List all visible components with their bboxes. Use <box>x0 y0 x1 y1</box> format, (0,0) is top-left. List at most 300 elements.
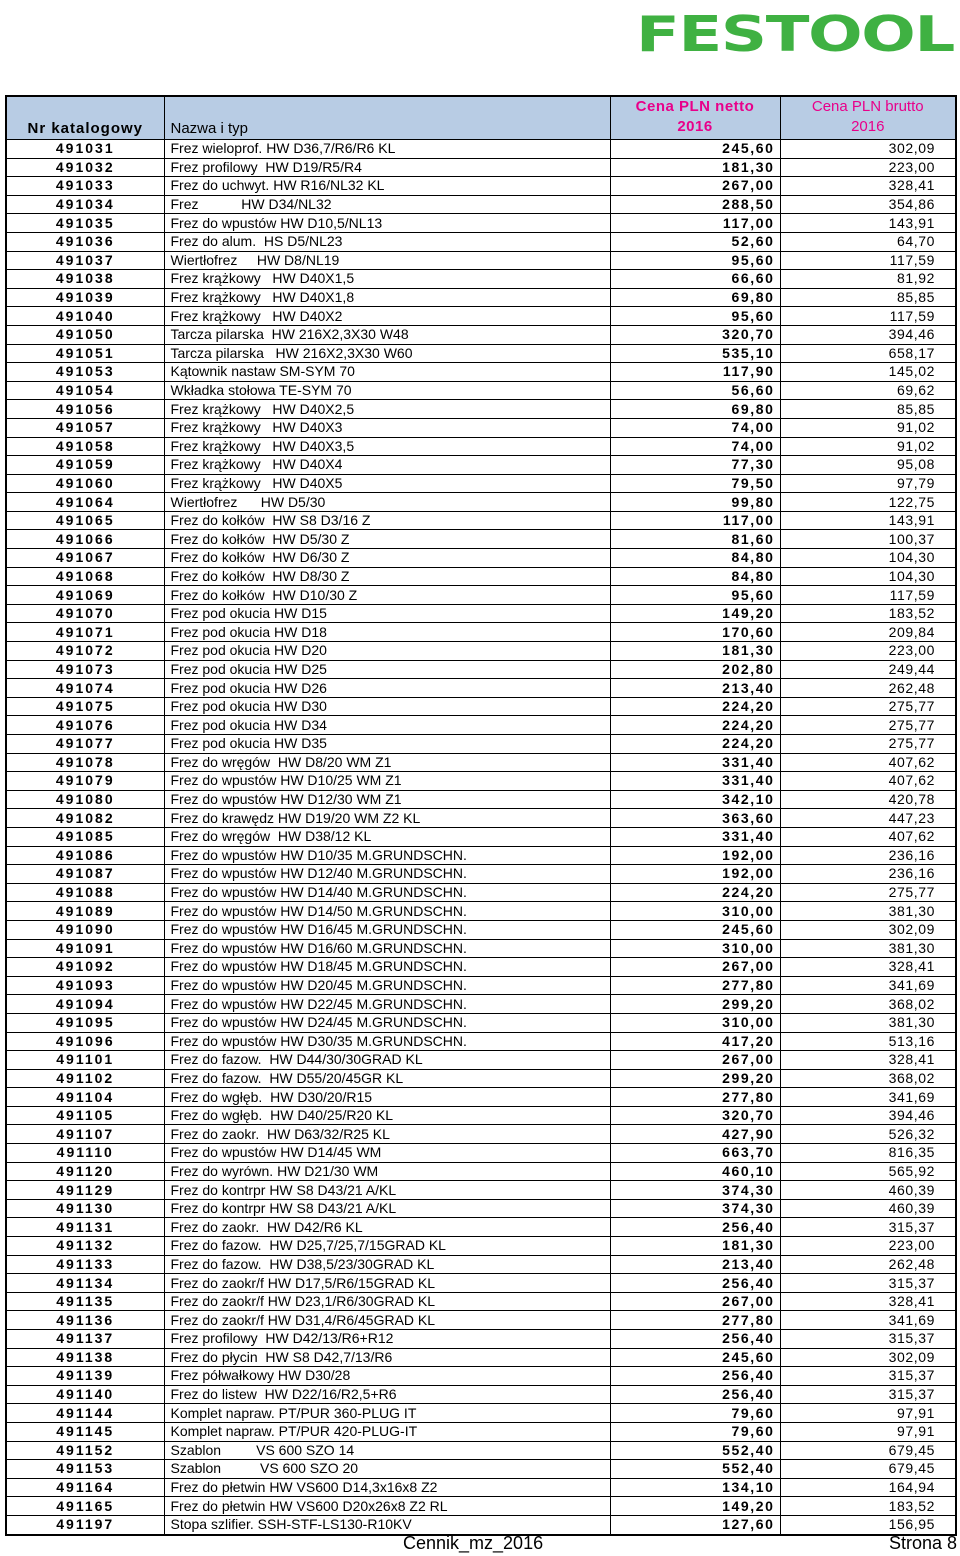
price-gross-cell: 236,16 <box>780 865 956 884</box>
catalog-number-cell: 491101 <box>6 1051 164 1070</box>
product-name-cell: Komplet napraw. PT/PUR 360-PLUG IT <box>164 1404 610 1423</box>
product-name-cell: Frez do kołków HW D6/30 Z <box>164 549 610 568</box>
table-row <box>6 567 956 586</box>
price-net-cell: 320,70 <box>610 1106 780 1125</box>
price-gross-cell: 315,37 <box>780 1218 956 1237</box>
table-row <box>6 288 956 307</box>
table-header-row <box>6 96 956 140</box>
table-row <box>6 976 956 995</box>
price-net-cell: 79,50 <box>610 474 780 493</box>
table-row <box>6 902 956 921</box>
product-name-cell: Frez HW D34/NL32 <box>164 195 610 214</box>
product-name-cell: Frez do uchwyt. HW R16/NL32 KL <box>164 177 610 196</box>
catalog-number-cell: 491138 <box>6 1348 164 1367</box>
product-name-cell: Frez do zaokr. HW D63/32/R25 KL <box>164 1125 610 1144</box>
catalog-number-cell: 491091 <box>6 939 164 958</box>
price-gross-cell: 223,00 <box>780 1237 956 1256</box>
price-net-cell: 267,00 <box>610 177 780 196</box>
price-net-cell: 170,60 <box>610 623 780 642</box>
price-gross-cell: 679,45 <box>780 1441 956 1460</box>
festool-logo <box>636 10 956 54</box>
product-name-cell: Frez do zaokr. HW D42/R6 KL <box>164 1218 610 1237</box>
product-name-cell: Frez krążkowy HW D40X2,5 <box>164 400 610 419</box>
product-name-cell: Frez pod okucia HW D25 <box>164 660 610 679</box>
catalog-number-cell: 491057 <box>6 418 164 437</box>
catalog-number-cell: 491040 <box>6 307 164 326</box>
product-name-cell: Frez do płetwin HW VS600 D14,3x16x8 Z2 <box>164 1478 610 1497</box>
product-name-cell: Frez do zaokr/f HW D23,1/R6/30GRAD KL <box>164 1292 610 1311</box>
price-gross-cell: 658,17 <box>780 344 956 363</box>
product-name-cell: Frez do wpustów HW D12/40 M.GRUNDSCHN. <box>164 865 610 884</box>
catalog-number-cell: 491104 <box>6 1088 164 1107</box>
price-net-cell: 224,20 <box>610 883 780 902</box>
price-gross-cell: 145,02 <box>780 363 956 382</box>
table-row <box>6 1274 956 1293</box>
catalog-number-cell: 491038 <box>6 270 164 289</box>
product-name-cell: Frez do wpustów HW D14/50 M.GRUNDSCHN. <box>164 902 610 921</box>
price-net-cell: 288,50 <box>610 195 780 214</box>
catalog-number-cell: 491067 <box>6 549 164 568</box>
price-gross-cell: 315,37 <box>780 1330 956 1349</box>
table-row <box>6 1199 956 1218</box>
price-gross-cell: 143,91 <box>780 511 956 530</box>
catalog-number-cell: 491077 <box>6 735 164 754</box>
price-net-cell: 374,30 <box>610 1199 780 1218</box>
product-name-cell: Frez pod okucia HW D20 <box>164 642 610 661</box>
price-net-cell: 77,30 <box>610 456 780 475</box>
table-row <box>6 1292 956 1311</box>
price-net-cell: 299,20 <box>610 1069 780 1088</box>
price-net-cell: 117,00 <box>610 511 780 530</box>
header-name-type: Nazwa i typ <box>164 96 610 140</box>
catalog-number-cell: 491075 <box>6 697 164 716</box>
price-net-cell: 277,80 <box>610 1088 780 1107</box>
price-net-cell: 245,60 <box>610 920 780 939</box>
table-row <box>6 418 956 437</box>
table-row <box>6 140 956 159</box>
price-net-cell: 149,20 <box>610 1497 780 1516</box>
table-row <box>6 1125 956 1144</box>
catalog-number-cell: 491144 <box>6 1404 164 1423</box>
catalog-number-cell: 491074 <box>6 679 164 698</box>
price-gross-cell: 679,45 <box>780 1460 956 1479</box>
product-name-cell: Frez do wgłęb. HW D40/25/R20 KL <box>164 1106 610 1125</box>
table-row <box>6 1497 956 1516</box>
catalog-number-cell: 491120 <box>6 1162 164 1181</box>
price-gross-cell: 315,37 <box>780 1274 956 1293</box>
product-name-cell: Frez do kontrpr HW S8 D43/21 A/KL <box>164 1199 610 1218</box>
catalog-number-cell: 491145 <box>6 1422 164 1441</box>
catalog-number-cell: 491071 <box>6 623 164 642</box>
catalog-number-cell: 491131 <box>6 1218 164 1237</box>
price-net-cell: 66,60 <box>610 270 780 289</box>
table-row <box>6 1441 956 1460</box>
product-name-cell: Frez do wpustów HW D12/30 WM Z1 <box>164 790 610 809</box>
table-row <box>6 437 956 456</box>
price-gross-cell: 315,37 <box>780 1367 956 1386</box>
price-net-cell: 74,00 <box>610 418 780 437</box>
price-net-cell: 117,90 <box>610 363 780 382</box>
price-net-cell: 95,60 <box>610 251 780 270</box>
price-gross-cell: 183,52 <box>780 604 956 623</box>
table-row <box>6 958 956 977</box>
price-gross-cell: 183,52 <box>780 1497 956 1516</box>
table-row <box>6 251 956 270</box>
catalog-number-cell: 491085 <box>6 827 164 846</box>
catalog-number-cell: 491096 <box>6 1032 164 1051</box>
price-net-cell: 213,40 <box>610 1255 780 1274</box>
product-name-cell: Frez do listew HW D22/16/R2,5+R6 <box>164 1385 610 1404</box>
product-name-cell: Frez krążkowy HW D40X4 <box>164 456 610 475</box>
price-gross-cell: 156,95 <box>780 1515 956 1534</box>
catalog-number-cell: 491035 <box>6 214 164 233</box>
product-name-cell: Frez do wręgów HW D8/20 WM Z1 <box>164 753 610 772</box>
product-name-cell: Frez pod okucia HW D18 <box>164 623 610 642</box>
catalog-number-cell: 491095 <box>6 1013 164 1032</box>
price-gross-cell: 275,77 <box>780 716 956 735</box>
price-net-cell: 74,00 <box>610 437 780 456</box>
catalog-number-cell: 491073 <box>6 660 164 679</box>
price-net-cell: 256,40 <box>610 1274 780 1293</box>
table-row <box>6 325 956 344</box>
table-row <box>6 1311 956 1330</box>
product-name-cell: Frez do kołków HW D5/30 Z <box>164 530 610 549</box>
price-gross-cell: 223,00 <box>780 642 956 661</box>
festool-logo-text: FESTOOL <box>636 10 954 54</box>
product-name-cell: Frez do płetwin HW VS600 D20x26x8 Z2 RL <box>164 1497 610 1516</box>
price-net-cell: 181,30 <box>610 158 780 177</box>
price-net-cell: 56,60 <box>610 381 780 400</box>
price-gross-cell: 816,35 <box>780 1144 956 1163</box>
price-net-cell: 267,00 <box>610 958 780 977</box>
price-gross-cell: 341,69 <box>780 1311 956 1330</box>
price-gross-cell: 275,77 <box>780 883 956 902</box>
catalog-number-cell: 491036 <box>6 232 164 251</box>
product-name-cell: Frez pod okucia HW D26 <box>164 679 610 698</box>
table-row <box>6 883 956 902</box>
price-net-cell: 192,00 <box>610 846 780 865</box>
table-row <box>6 1106 956 1125</box>
table-row <box>6 753 956 772</box>
price-gross-cell: 117,59 <box>780 251 956 270</box>
table-row <box>6 1367 956 1386</box>
catalog-number-cell: 491090 <box>6 920 164 939</box>
product-name-cell: Frez do wpustów HW D18/45 M.GRUNDSCHN. <box>164 958 610 977</box>
product-name-cell: Frez do fazow. HW D25,7/25,7/15GRAD KL <box>164 1237 610 1256</box>
price-net-cell: 320,70 <box>610 325 780 344</box>
table-row <box>6 995 956 1014</box>
price-net-cell: 192,00 <box>610 865 780 884</box>
price-gross-cell: 97,79 <box>780 474 956 493</box>
festool-logo-graphic <box>636 10 956 54</box>
product-name-cell: Frez do alum. HS D5/NL23 <box>164 232 610 251</box>
product-name-cell: Frez krążkowy HW D40X3 <box>164 418 610 437</box>
catalog-number-cell: 491129 <box>6 1181 164 1200</box>
price-net-cell: 310,00 <box>610 1013 780 1032</box>
price-gross-cell: 328,41 <box>780 958 956 977</box>
catalog-number-cell: 491130 <box>6 1199 164 1218</box>
price-net-cell: 267,00 <box>610 1292 780 1311</box>
catalog-number-cell: 491164 <box>6 1478 164 1497</box>
price-gross-cell: 328,41 <box>780 1292 956 1311</box>
price-net-cell: 310,00 <box>610 939 780 958</box>
price-gross-cell: 104,30 <box>780 549 956 568</box>
catalog-number-cell: 491053 <box>6 363 164 382</box>
table-row <box>6 827 956 846</box>
product-name-cell: Frez do wgłęb. HW D30/20/R15 <box>164 1088 610 1107</box>
price-net-cell: 331,40 <box>610 827 780 846</box>
table-row <box>6 177 956 196</box>
price-net-cell: 342,10 <box>610 790 780 809</box>
table-row <box>6 586 956 605</box>
table-row <box>6 790 956 809</box>
catalog-number-cell: 491064 <box>6 493 164 512</box>
table-row <box>6 1404 956 1423</box>
price-gross-cell: 513,16 <box>780 1032 956 1051</box>
table-body <box>6 140 956 1535</box>
price-gross-cell: 315,37 <box>780 1385 956 1404</box>
product-name-cell: Frez do wpustów HW D16/60 M.GRUNDSCHN. <box>164 939 610 958</box>
footer-document-name: Cennik_mz_2016 <box>403 1533 544 1553</box>
price-gross-cell: 95,08 <box>780 456 956 475</box>
catalog-number-cell: 491058 <box>6 437 164 456</box>
product-name-cell: Frez do kołków HW D8/30 Z <box>164 567 610 586</box>
catalog-number-cell: 491093 <box>6 976 164 995</box>
price-gross-cell: 209,84 <box>780 623 956 642</box>
price-net-cell: 535,10 <box>610 344 780 363</box>
price-gross-cell: 223,00 <box>780 158 956 177</box>
catalog-number-cell: 491080 <box>6 790 164 809</box>
price-net-cell: 224,20 <box>610 735 780 754</box>
catalog-number-cell: 491066 <box>6 530 164 549</box>
price-gross-cell: 328,41 <box>780 1051 956 1070</box>
catalog-number-cell: 491037 <box>6 251 164 270</box>
product-name-cell: Frez krążkowy HW D40X2 <box>164 307 610 326</box>
product-name-cell: Frez do kołków HW S8 D3/16 Z <box>164 511 610 530</box>
table-row <box>6 344 956 363</box>
product-name-cell: Frez profilowy HW D42/13/R6+R12 <box>164 1330 610 1349</box>
catalog-number-cell: 491054 <box>6 381 164 400</box>
product-name-cell: Frez do płycin HW S8 D42,7/13/R6 <box>164 1348 610 1367</box>
product-name-cell: Frez do kontrpr HW S8 D43/21 A/KL <box>164 1181 610 1200</box>
catalog-number-cell: 491059 <box>6 456 164 475</box>
price-gross-cell: 104,30 <box>780 567 956 586</box>
price-net-cell: 417,20 <box>610 1032 780 1051</box>
header-catalog-number: Nr katalogowy <box>6 96 164 140</box>
price-gross-cell: 249,44 <box>780 660 956 679</box>
product-name-cell: Frez do zaokr/f HW D17,5/R6/15GRAD KL <box>164 1274 610 1293</box>
catalog-number-cell: 491070 <box>6 604 164 623</box>
price-net-cell: 95,60 <box>610 586 780 605</box>
price-net-cell: 95,60 <box>610 307 780 326</box>
price-gross-cell: 122,75 <box>780 493 956 512</box>
catalog-number-cell: 491050 <box>6 325 164 344</box>
price-net-cell: 117,00 <box>610 214 780 233</box>
price-net-cell: 149,20 <box>610 604 780 623</box>
price-gross-cell: 275,77 <box>780 697 956 716</box>
catalog-number-cell: 491094 <box>6 995 164 1014</box>
table-row <box>6 1478 956 1497</box>
table-row <box>6 158 956 177</box>
price-gross-cell: 262,48 <box>780 679 956 698</box>
catalog-number-cell: 491136 <box>6 1311 164 1330</box>
price-gross-cell: 85,85 <box>780 288 956 307</box>
catalog-number-cell: 491135 <box>6 1292 164 1311</box>
catalog-number-cell: 491140 <box>6 1385 164 1404</box>
product-name-cell: Frez do wpustów HW D22/45 M.GRUNDSCHN. <box>164 995 610 1014</box>
price-net-cell: 79,60 <box>610 1422 780 1441</box>
table-row <box>6 1032 956 1051</box>
table-row <box>6 772 956 791</box>
product-name-cell: Tarcza pilarska HW 216X2,3X30 W48 <box>164 325 610 344</box>
price-net-cell: 52,60 <box>610 232 780 251</box>
catalog-number-cell: 491079 <box>6 772 164 791</box>
table-row <box>6 214 956 233</box>
product-name-cell: Frez do wpustów HW D24/45 M.GRUNDSCHN. <box>164 1013 610 1032</box>
product-name-cell: Stopa szlifier. SSH-STF-LS130-R10KV <box>164 1515 610 1534</box>
table-row <box>6 474 956 493</box>
price-net-cell: 69,80 <box>610 288 780 307</box>
table-row <box>6 1515 956 1534</box>
product-name-cell: Frez pod okucia HW D35 <box>164 735 610 754</box>
catalog-number-cell: 491092 <box>6 958 164 977</box>
table-row <box>6 1330 956 1349</box>
price-gross-cell: 302,09 <box>780 1348 956 1367</box>
table-row <box>6 865 956 884</box>
product-name-cell: Frez do wpustów HW D14/45 WM <box>164 1144 610 1163</box>
table-row <box>6 270 956 289</box>
price-net-cell: 224,20 <box>610 697 780 716</box>
table-row <box>6 623 956 642</box>
catalog-number-cell: 491088 <box>6 883 164 902</box>
catalog-number-cell: 491153 <box>6 1460 164 1479</box>
product-name-cell: Frez do wyrówn. HW D21/30 WM <box>164 1162 610 1181</box>
catalog-number-cell: 491076 <box>6 716 164 735</box>
catalog-number-cell: 491033 <box>6 177 164 196</box>
price-gross-cell: 460,39 <box>780 1181 956 1200</box>
product-name-cell: Frez pod okucia HW D34 <box>164 716 610 735</box>
catalog-number-cell: 491152 <box>6 1441 164 1460</box>
product-name-cell: Tarcza pilarska HW 216X2,3X30 W60 <box>164 344 610 363</box>
price-net-cell: 363,60 <box>610 809 780 828</box>
price-net-cell: 310,00 <box>610 902 780 921</box>
price-gross-cell: 354,86 <box>780 195 956 214</box>
table-row <box>6 195 956 214</box>
product-name-cell: Frez półwałkowy HW D30/28 <box>164 1367 610 1386</box>
table-row <box>6 920 956 939</box>
table-row <box>6 549 956 568</box>
product-name-cell: Frez do kołków HW D10/30 Z <box>164 586 610 605</box>
catalog-number-cell: 491132 <box>6 1237 164 1256</box>
catalog-number-cell: 491086 <box>6 846 164 865</box>
footer-page-number: Strona 8 <box>888 1533 957 1553</box>
product-name-cell: Frez do wpustów HW D20/45 M.GRUNDSCHN. <box>164 976 610 995</box>
product-name-cell: Frez krążkowy HW D40X3,5 <box>164 437 610 456</box>
table-row <box>6 511 956 530</box>
catalog-number-cell: 491087 <box>6 865 164 884</box>
price-net-cell: 99,80 <box>610 493 780 512</box>
table-row <box>6 1181 956 1200</box>
catalog-number-cell: 491134 <box>6 1274 164 1293</box>
price-net-cell: 427,90 <box>610 1125 780 1144</box>
catalog-number-cell: 491056 <box>6 400 164 419</box>
price-gross-cell: 447,23 <box>780 809 956 828</box>
price-net-cell: 663,70 <box>610 1144 780 1163</box>
catalog-number-cell: 491072 <box>6 642 164 661</box>
price-net-cell: 256,40 <box>610 1385 780 1404</box>
catalog-number-cell: 491082 <box>6 809 164 828</box>
table-row <box>6 1422 956 1441</box>
table-row <box>6 1237 956 1256</box>
price-net-cell: 213,40 <box>610 679 780 698</box>
price-gross-cell: 69,62 <box>780 381 956 400</box>
catalog-number-cell: 491137 <box>6 1330 164 1349</box>
product-name-cell: Frez do krawędz HW D19/20 WM Z2 KL <box>164 809 610 828</box>
product-name-cell: Frez krążkowy HW D40X1,8 <box>164 288 610 307</box>
table-row <box>6 1088 956 1107</box>
table-row <box>6 1144 956 1163</box>
catalog-number-cell: 491068 <box>6 567 164 586</box>
product-name-cell: Frez do fazow. HW D44/30/30GRAD KL <box>164 1051 610 1070</box>
price-gross-cell: 381,30 <box>780 939 956 958</box>
table-row <box>6 846 956 865</box>
price-gross-cell: 328,41 <box>780 177 956 196</box>
table-row <box>6 381 956 400</box>
price-gross-cell: 97,91 <box>780 1404 956 1423</box>
price-gross-cell: 91,02 <box>780 437 956 456</box>
price-net-cell: 277,80 <box>610 976 780 995</box>
price-table <box>5 95 957 1536</box>
price-net-cell: 224,20 <box>610 716 780 735</box>
price-gross-cell: 100,37 <box>780 530 956 549</box>
table-row <box>6 363 956 382</box>
product-name-cell: Szablon VS 600 SZO 14 <box>164 1441 610 1460</box>
price-net-cell: 256,40 <box>610 1218 780 1237</box>
product-name-cell: Frez do wpustów HW D30/35 M.GRUNDSCHN. <box>164 1032 610 1051</box>
table-row <box>6 642 956 661</box>
price-gross-cell: 407,62 <box>780 827 956 846</box>
product-name-cell: Kątownik nastaw SM-SYM 70 <box>164 363 610 382</box>
price-gross-cell: 117,59 <box>780 307 956 326</box>
price-net-cell: 552,40 <box>610 1441 780 1460</box>
price-gross-cell: 302,09 <box>780 920 956 939</box>
price-net-cell: 202,80 <box>610 660 780 679</box>
price-net-cell: 460,10 <box>610 1162 780 1181</box>
price-gross-cell: 275,77 <box>780 735 956 754</box>
price-net-cell: 256,40 <box>610 1330 780 1349</box>
price-gross-cell: 407,62 <box>780 753 956 772</box>
table-row <box>6 679 956 698</box>
table-row <box>6 716 956 735</box>
price-gross-cell: 117,59 <box>780 586 956 605</box>
table-row <box>6 1255 956 1274</box>
catalog-number-cell: 491031 <box>6 140 164 159</box>
catalog-number-cell: 491034 <box>6 195 164 214</box>
price-net-cell: 127,60 <box>610 1515 780 1534</box>
price-gross-cell: 97,91 <box>780 1422 956 1441</box>
catalog-number-cell: 491060 <box>6 474 164 493</box>
catalog-number-cell: 491078 <box>6 753 164 772</box>
table-row <box>6 735 956 754</box>
table-row <box>6 1162 956 1181</box>
price-gross-cell: 64,70 <box>780 232 956 251</box>
product-name-cell: Frez do wręgów HW D38/12 KL <box>164 827 610 846</box>
product-name-cell: Frez do wpustów HW D14/40 M.GRUNDSCHN. <box>164 883 610 902</box>
table-row <box>6 530 956 549</box>
price-gross-cell: 262,48 <box>780 1255 956 1274</box>
catalog-number-cell: 491089 <box>6 902 164 921</box>
price-gross-cell: 460,39 <box>780 1199 956 1218</box>
